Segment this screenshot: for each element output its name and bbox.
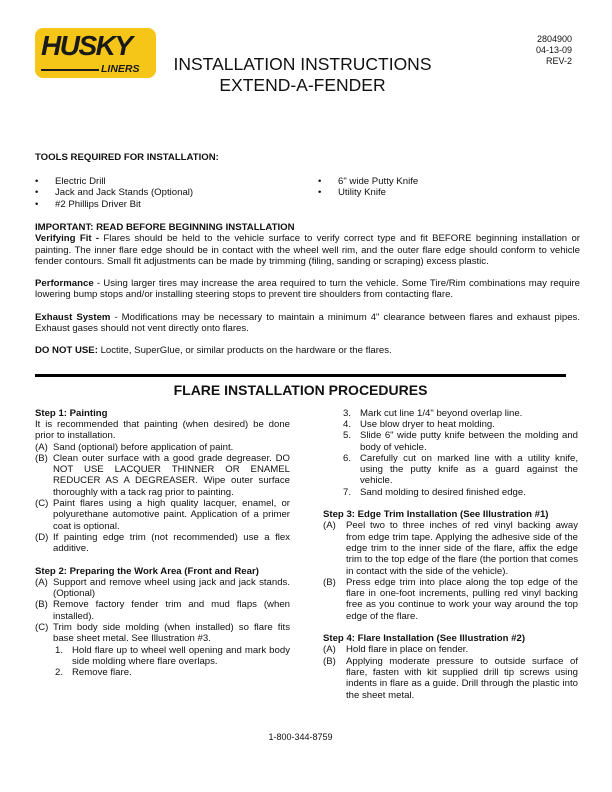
procedure-item [323,430,578,453]
footer-phone: 1-800-344-8759 [268,731,333,742]
item-text: Press edge trim into place along the top edge of the flare in one-foot increments, pulling red vinyl backing free as you continue to work your way around the top edge of the flare. [346,576,578,622]
procedure-item [323,487,578,498]
procedure-item [323,419,578,430]
step4-items [323,644,578,700]
procedures-heading: FLARE INSTALLATION PROCEDURES [173,381,428,398]
item-label: (D) [35,531,49,543]
procedure-item [35,532,290,555]
tools-list-1 [35,176,305,210]
item-text: Applying moderate pressure to outside surface of flare, fasten with kit supplied drill tip screws using indents in flare as a guide. Drill through the plastic into the sheet metal. [346,655,578,701]
step1-items [35,442,290,555]
left-column [35,408,290,726]
item-label: (B) [35,599,48,611]
procedure-item [323,656,578,701]
procedure-item [35,599,290,622]
procedure-columns [35,408,578,726]
procedure-item [323,644,578,655]
item-label: (A) [35,576,48,588]
item-text: Use blow dryer to heat molding. [360,418,495,430]
item-label: (B) [35,452,48,464]
exhaust-text: - Modifications may be necessary to maintain a minimum 4" clearance between flares and exhaust pipes. Exhaust gases should not vent directly onto flares. [35,311,581,335]
doc-revision: REV-2 [545,56,572,66]
step3-items [323,520,578,622]
logo-sub: LINERS [101,63,140,75]
verify-label: Verifying Fit - [35,233,100,245]
item-text: Paint flares using a high quality lacquer, enamel, or polyurethane automotive paint. Application of a primer coat is optional. [53,498,290,532]
procedure-item [35,498,290,532]
tools-heading: TOOLS REQUIRED FOR INSTALLATION: [35,152,219,163]
item-text: Support and remove wheel using jack and jack stands. (Optional) [53,576,290,600]
item-text: If painting edge trim (not recommended) use a flex additive. [53,531,290,555]
donot-label: DO NOT USE: [35,345,98,357]
step1-intro: It is recommended that painting (when desired) be done prior to installation. [35,418,290,442]
tools-list-2 [318,176,568,199]
doc-number: 2804900 [536,34,572,44]
item-label: 5. [343,430,352,442]
do-not-use-para [35,345,580,356]
verify-text: Flares should be held to the vehicle surface to verify correct type and fit BEFORE beginning installation or painting. The inner flare edge should be in contact with the wheel well rim, and the outer flare edge should conform to vehicle fender contours. Small fit adjustments can be made by trimming (filing, sanding or scraping) excess plastic. [35,233,580,267]
item-text: Mark cut line 1/4" beyond overlap line. [360,407,523,419]
item-text: Hold flare in place on fender. [346,644,469,656]
title-line2: EXTEND-A-FENDER [219,75,386,95]
item-label: (B) [323,655,336,667]
procedure-item [323,520,578,576]
verifying-fit-para [35,233,580,267]
performance-para [35,278,580,301]
item-text: Sand molding to desired finished edge. [360,486,526,498]
step2-items [35,577,290,645]
procedure-item [323,408,578,419]
item-label: (C) [35,498,49,510]
item-label: 6. [343,452,352,464]
step3-title: Step 3: Edge Trim Installation (See Illustration #1) [323,509,549,521]
right-column [323,408,578,726]
item-label: 3. [343,407,352,419]
item-text: Remove factory fender trim and mud flaps (when installed). [53,599,290,622]
perf-text: - Using larger tires may increase the area required to turn the vehicle. Some Tire/Rim combinations may require lowering bump stops and/or installing steering stops to prevent tire shoulders from contacting flare. [35,278,580,301]
step2-subitems-b [323,408,578,498]
item-text: Hold flare up to wheel well opening and mark body side molding where flare overlaps. [72,644,290,667]
procedure-item [323,453,578,487]
donot-text: Loctite, SuperGlue, or similar products on the hardware or the flares. [97,345,392,357]
tool-item: • Jack and Jack Stands (Optional) [35,187,305,198]
exhaust-label: Exhaust System [35,311,111,323]
procedure-item [35,577,290,600]
step4-title: Step 4: Flare Installation (See Illustration #2) [323,633,526,645]
item-label: (C) [35,622,49,634]
item-text: Slide 6" wide putty knife between the molding and body of vehicle. [360,430,578,453]
main-flow [35,222,580,763]
item-text: Carefully cut on marked line with a utility knife, using the putty knife as a guard against the vehicle. [360,452,578,487]
item-label: (A) [323,644,336,656]
procedure-item [35,622,290,645]
doc-info [536,34,572,67]
doc-date: 04-13-09 [535,45,572,55]
procedure-item [323,577,578,622]
item-label: (B) [323,576,336,588]
procedure-item [35,667,290,678]
item-text: Peel two to three inches of red vinyl backing away from edge trim tape. Applying the adhesive side of the edge trim to the inner side of the flare, affix the edge trim to the top edge of the flare (the portion that comes in contact with the side of the vehicle). [346,520,578,577]
logo-brand: HUSKY [41,30,132,61]
step2-title: Step 2: Preparing the Work Area (Front and Rear) [35,565,259,577]
perf-label: Performance [35,278,94,290]
item-label: (A) [323,520,336,532]
item-label: 1. [55,644,64,656]
title-line1: INSTALLATION INSTRUCTIONS [173,54,432,74]
item-label: 7. [343,486,352,498]
exhaust-para [35,312,580,335]
tool-item: • Utility Knife [318,187,568,198]
procedure-item [35,453,290,498]
item-text: Sand (optional) before application of paint. [53,441,234,453]
procedure-item [35,645,290,668]
important-heading: IMPORTANT: READ BEFORE BEGINNING INSTALLATION [35,222,295,233]
husky-liners-logo [35,28,156,78]
item-text: Remove flare. [72,667,132,679]
item-label: 2. [55,667,64,679]
logo-rule [41,69,99,71]
step1-title: Step 1: Painting [35,407,108,419]
tool-item: • #2 Phillips Driver Bit [35,199,305,210]
tool-item: • 6" wide Putty Knife [318,176,568,187]
procedure-item [35,442,290,453]
item-label: (A) [35,441,48,453]
step2-subitems-a [35,645,290,679]
section-divider [35,374,566,377]
item-label: 4. [343,418,352,430]
tool-item: • Electric Drill [35,176,305,187]
item-text: Clean outer surface with a good grade degreaser. DO NOT USE LACQUER THINNER OR ENAMEL REDUCER AS A DEGREASER. Wipe outer surface thoroughly with a tack rag prior to painting. [53,452,290,498]
item-text: Trim body side molding (when installed) so flare fits base sheet metal. See Illustration #3. [53,622,290,645]
